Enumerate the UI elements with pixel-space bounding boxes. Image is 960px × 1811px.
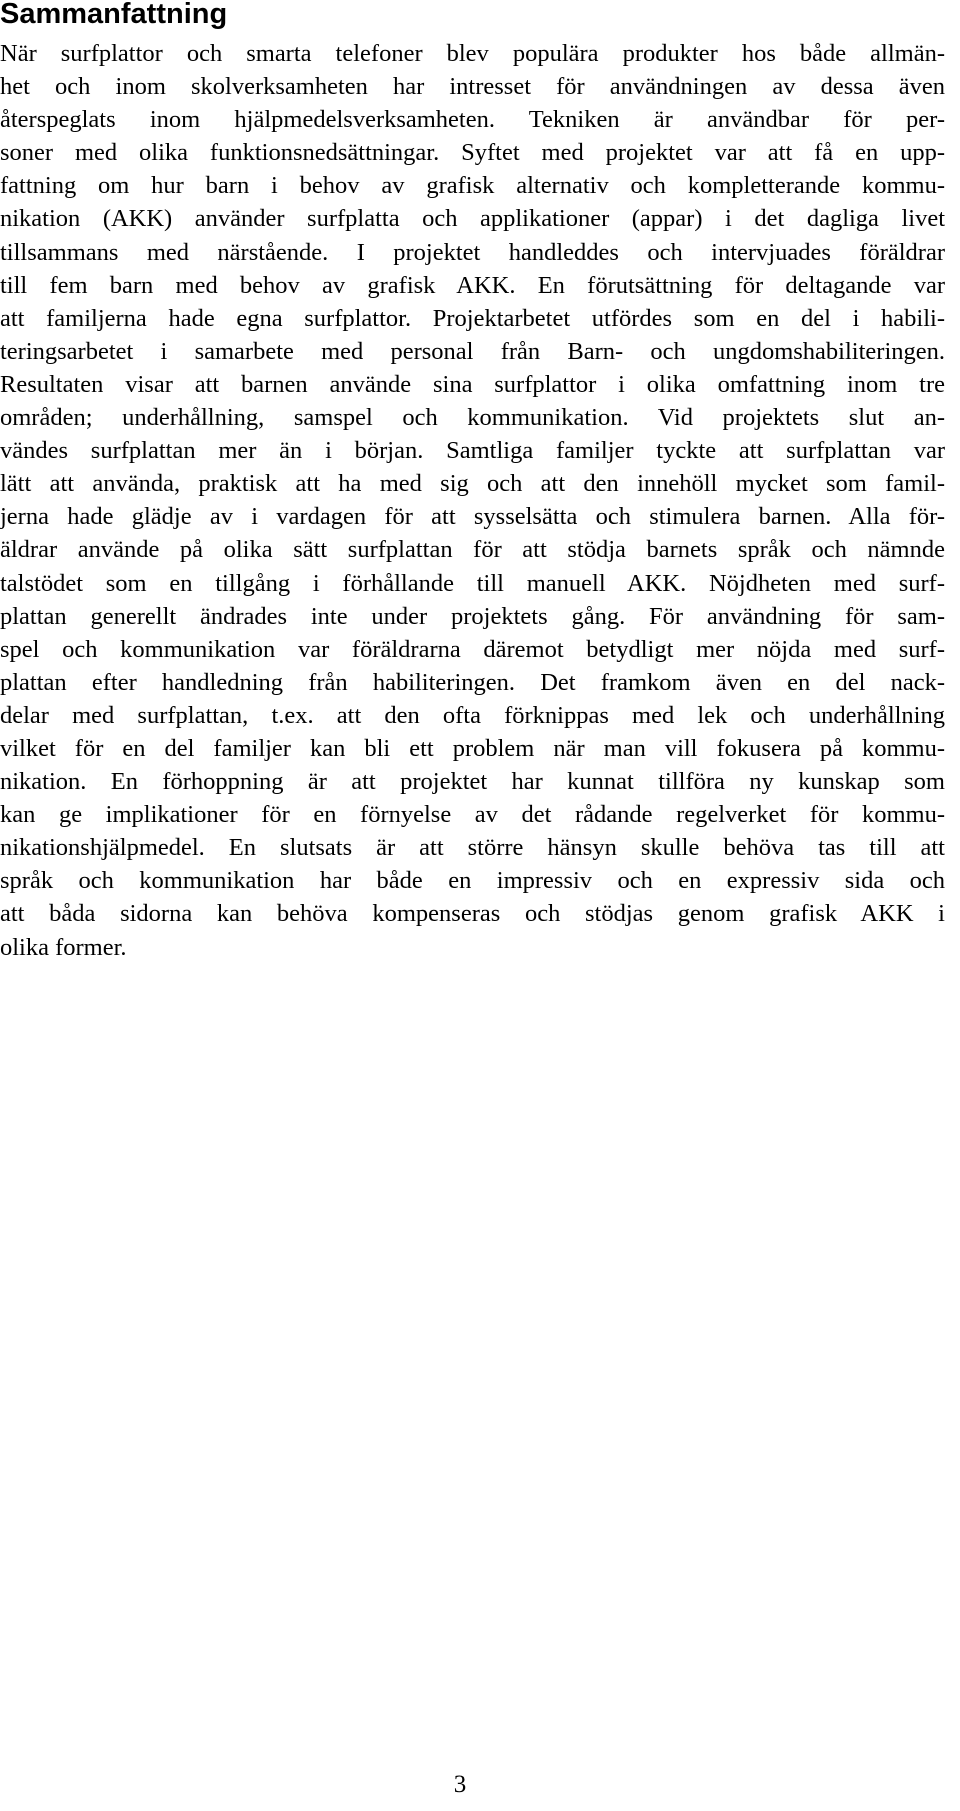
summary-line: soner med olika funktionsnedsättningar. Syftet med projektet var att få en upp-: [0, 139, 945, 167]
summary-line: till fem barn med behov av grafisk AKK. En förutsättning för deltagande var: [0, 271, 945, 299]
summary-line: talstödet som en tillgång i förhållande till manuell AKK. Nöjdheten med surf-: [0, 569, 945, 597]
summary-line: nikationshjälpmedel. En slutsats är att större hänsyn skulle behöva tas till att: [0, 834, 945, 862]
summary-line: När surfplattor och smarta telefoner blev populära produkter hos både allmän-: [0, 40, 945, 67]
summary-line: jerna hade glädje av i vardagen för att sysselsätta och stimulera barnen. Alla för-: [0, 503, 945, 531]
summary-line: områden; underhållning, samspel och kommunikation. Vid projektets slut an-: [0, 404, 945, 432]
summary-line: nikation (AKK) använder surfplatta och applikationer (appar) i det dagliga livet: [0, 205, 945, 233]
summary-line: delar med surfplattan, t.ex. att den ofta förknippas med lek och underhållning: [0, 701, 945, 729]
summary-line: teringsarbetet i samarbete med personal från Barn- och ungdomshabiliteringen.: [0, 337, 945, 365]
summary-line: att familjerna hade egna surfplattor. Projektarbetet utfördes som en del i habili-: [0, 304, 945, 332]
summary-paragraph: [0, 37, 945, 964]
section-heading: Sammanfattning: [0, 0, 228, 30]
summary-line: fattning om hur barn i behov av grafisk alternativ och kompletterande kommu-: [0, 172, 945, 200]
summary-line: plattan efter handledning från habiliteringen. Det framkom även en del nack-: [0, 668, 945, 696]
summary-line: spel och kommunikation var föräldrarna däremot betydligt mer nöjda med surf-: [0, 635, 945, 663]
summary-line: vändes surfplattan mer än i början. Samtliga familjer tyckte att surfplattan var: [0, 437, 945, 465]
page-number: 3: [453, 1771, 467, 1798]
summary-line: plattan generellt ändrades inte under projektets gång. För användning för sam-: [0, 602, 945, 630]
summary-line: olika former.: [0, 933, 127, 961]
summary-line: lätt att använda, praktisk att ha med sig och att den innehöll mycket som famil-: [0, 470, 945, 498]
summary-line: kan ge implikationer för en förnyelse av det rådande regelverket för kommu-: [0, 801, 945, 829]
summary-line: het och inom skolverksamheten har intresset för användningen av dessa även: [0, 73, 945, 101]
summary-line: språk och kommunikation har både en impressiv och en expressiv sida och: [0, 867, 945, 895]
summary-line: äldrar använde på olika sätt surfplattan för att stödja barnets språk och nämnde: [0, 536, 945, 564]
summary-line: Resultaten visar att barnen använde sina surfplattor i olika omfattning inom tre: [0, 370, 945, 398]
summary-line: nikation. En förhoppning är att projektet har kunnat tillföra ny kunskap som: [0, 768, 945, 796]
summary-line: att båda sidorna kan behöva kompenseras och stödjas genom grafisk AKK i: [0, 900, 945, 928]
summary-line: vilket för en del familjer kan bli ett problem när man vill fokusera på kommu-: [0, 734, 945, 762]
summary-line: återspeglats inom hjälpmedelsverksamheten. Tekniken är användbar för per-: [0, 106, 945, 134]
summary-line: tillsammans med närstående. I projektet handleddes och intervjuades föräldrar: [0, 238, 945, 266]
